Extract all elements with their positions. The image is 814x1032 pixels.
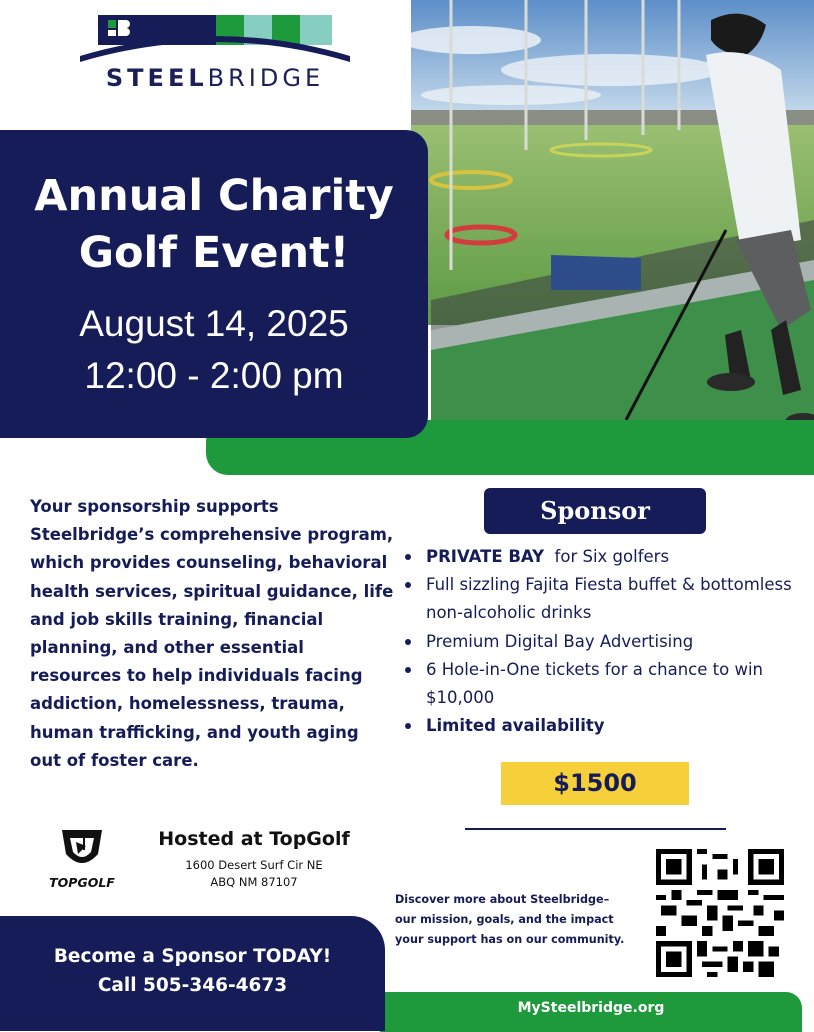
topgolf-logo: TOPGOLF [40,828,124,892]
divider [465,828,726,830]
website-link[interactable]: MySteelbridge.org [517,1000,665,1016]
cta-panel [0,916,385,1031]
bullet-icon [405,582,411,588]
bullet-icon [405,639,411,645]
qr-code-icon[interactable] [656,849,784,977]
cta-headline: Become a Sponsor TODAY! [53,946,332,967]
host-title: Hosted at TopGolf [158,828,350,850]
mission-text: Your sponsorship supports Steelbridge’s comprehensive program, which provides counseling, behavioral health services, spiritual guidance, life and job skills training, financial planning, and other essential resources to help individuals facing addiction, homelessness, trauma, human trafficking, and youth aging out of foster care. [30,497,394,770]
benefits-list [402,543,802,740]
bullet-icon [405,667,411,673]
list-item: Premium Digital Bay Advertising [402,628,802,656]
discover-text: Discover more about Steelbridge– our mission, goals, and the impact your support has on our community. [395,893,625,946]
event-datetime [0,298,428,402]
event-date: August 14, 2025 [79,303,349,344]
logo-wordmark: STEELBRIDGE [105,64,325,92]
list-item: Full sizzling Fajita Fiesta buffet & bottomless non-alcoholic drinks [402,571,802,627]
bullet-icon [405,723,411,729]
topgolf-logo-icon [40,828,124,874]
golf-photo [411,0,814,460]
steelbridge-logo [80,12,350,92]
sponsor-heading: Sponsor [484,488,706,534]
cta-phone[interactable]: Call 505-346-4673 [97,975,288,996]
list-item: 6 Hole-in-One tickets for a chance to win $10,000 [402,656,802,712]
steelbridge-logo-icon [80,12,350,72]
hero-panel [0,130,428,438]
list-item: PRIVATE BAY for Six golfers [402,543,802,571]
event-time: 12:00 - 2:00 pm [84,355,344,396]
list-item: Limited availability [402,712,802,740]
bullet-icon [405,554,411,560]
event-title: Annual Charity Golf Event! [34,171,394,278]
website-bar [380,992,802,1032]
host-address: 1600 Desert Surf Cir NE ABQ NM 87107 [185,858,323,889]
sponsor-price: $1500 [501,762,689,805]
